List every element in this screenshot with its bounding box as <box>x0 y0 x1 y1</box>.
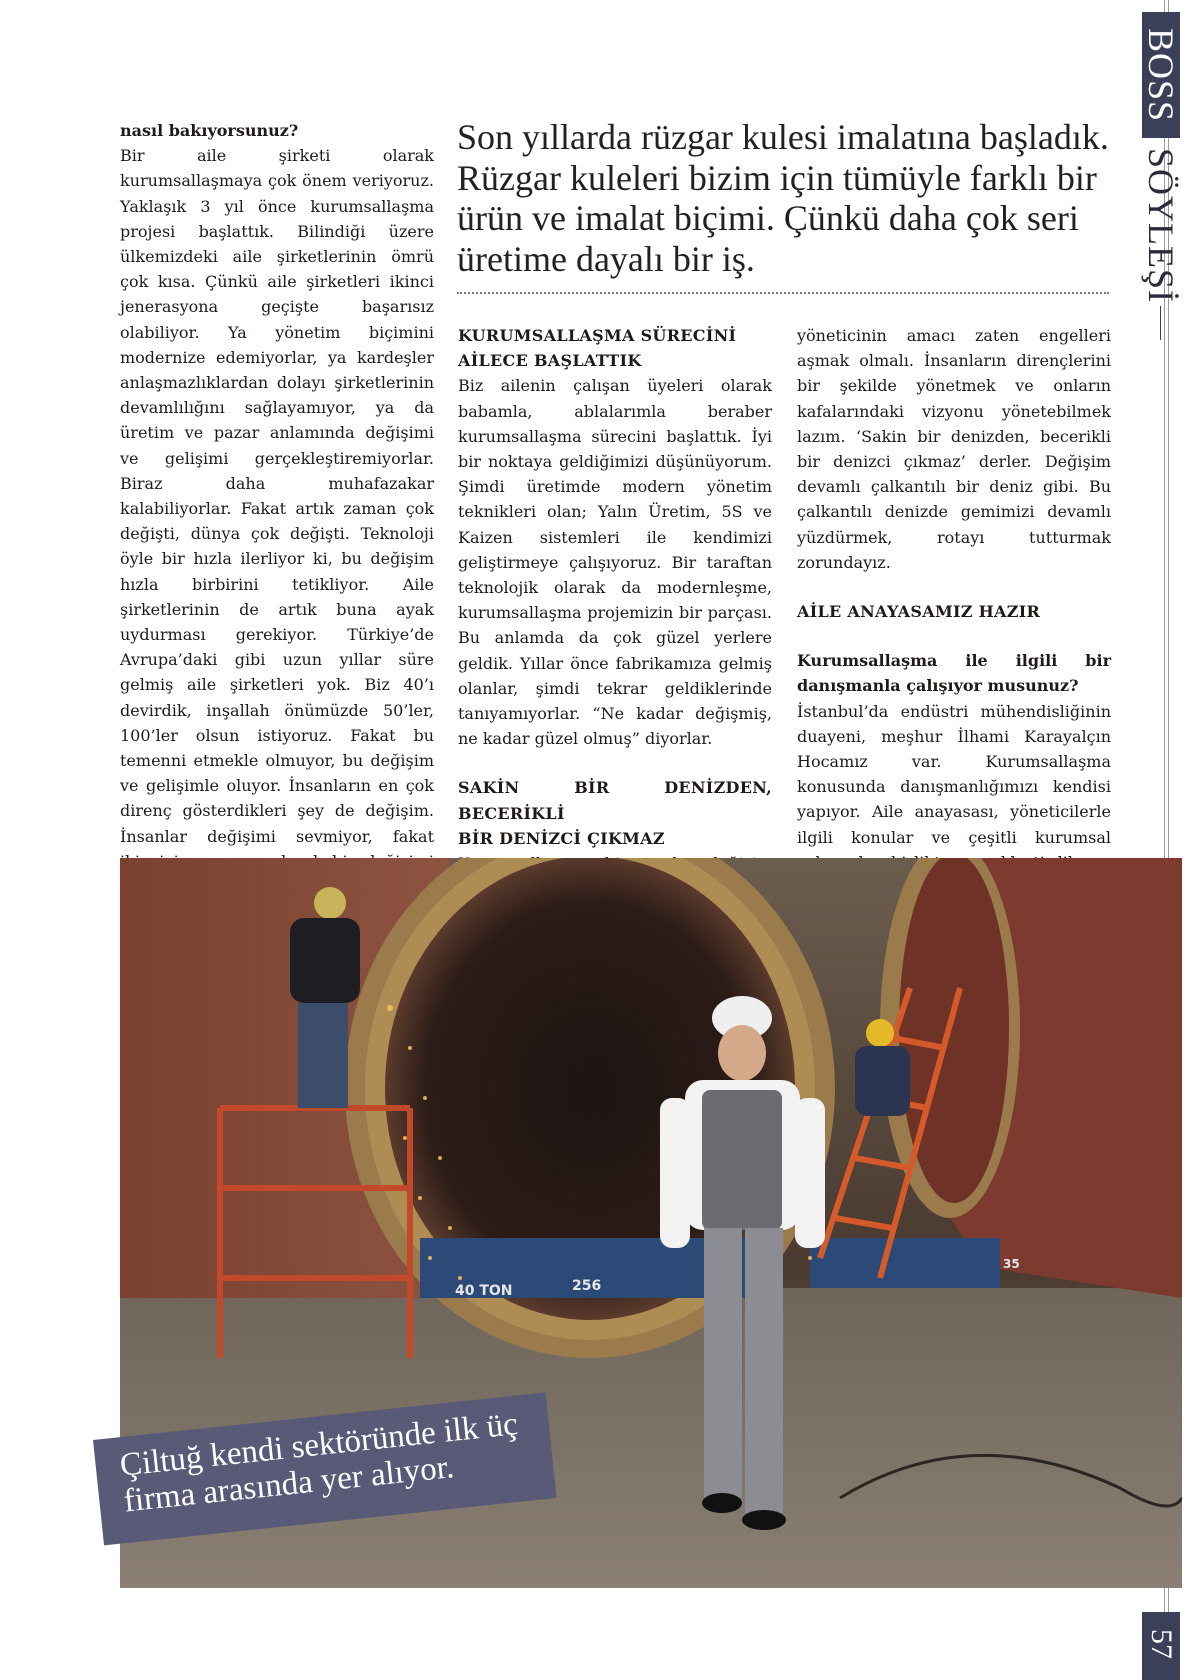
article-column-1 <box>120 118 434 975</box>
pull-quote: Son yıllarda rüzgar kulesi imalatına başladık. Rüzgar kuleleri bizim için tümüyle farklı bir ürün ve imalat biçimi. Çünkü daha çok seri üretime dayalı bir iş. <box>457 117 1109 279</box>
brand-label: BOSS <box>1141 27 1181 123</box>
dotted-divider <box>457 292 1109 294</box>
page-number: 57 <box>1145 1629 1178 1659</box>
paragraph: Biz ailenin çalışan üyeleri olarak babamla, ablalarımla beraber kurumsallaşma sürecini başlattık. İyi bir noktaya geldiğimizi düşünüyorum. Şimdi üretimde modern yönetim teknikleri olan; Yalın Üretim, 5S ve Kaizen sistemleri ile kendimizi geliştirmeye çalışıyoruz. Bir taraftan teknolojik olarak da modernleşme, kurumsallaşma projemizin bir parçası. Bu anlamda da çok güzel yerlere geldik. Yıllar önce fabrikamıza gelmiş olanlar, şimdi tekrar geldiklerinde tanıyamıyorlar. “Ne kadar değişmiş, ne kadar güzel olmuş” diyorlar. <box>458 376 772 749</box>
heading-line: KURUMSALLAŞMA SÜRECİNİ <box>458 326 737 345</box>
interview-answer: Bir aile şirketi olarak kurumsallaşmaya çok önem veriyoruz. Yaklaşık 3 yıl önce kurumsallaşma projesi başlattık. Bilindiği üzere ülkemizdeki aile şirketlerinin ömrü çok kısa. Çünkü aile şirketleri ikinci jenerasyona geçişte başarısız olabiliyor. Ya yönetim biçimini modernize edemiyorlar, ya kardeşler anlaşmazlıklardan dolayı şirketlerinin devamlılığını sağlayamıyor, ya da üretim ve pazar anlamında değişimi ve gelişimi gerçekleştiremiyorlar. Biraz daha muhafazakar kalabiliyorlar. Fakat artık zaman çok değişti, dünya çok değişti. Teknoloji öyle bir hızla ilerliyor ki, bu değişim hızla birbirini tetikliyor. Aile şirketlerinin de artık buna ayak uydurması gerekiyor. Türkiye’de Avrupa’daki gibi uzun yıllar süre gelmiş aile şirketleri yok. Biz 40’ı devirdik, inşallah önümüzde 50’ler, 100’ler olsun istiyoruz. Fakat bu temenni etmekle olmuyor, bu değişim ve gelişimle oluyor. İnsanların en çok direnç gösterdikleri şey de değişim. İnsanlar değişimi sevmiyor, fakat <box>120 146 434 846</box>
heading-line: AİLECE BAŞLATTIK <box>458 351 642 371</box>
crane-marking: 256 <box>572 1278 602 1294</box>
section-heading: AİLE ANAYASAMIZ HAZIR <box>797 602 1041 622</box>
heading-line: BİR DENİZCİ ÇIKMAZ <box>458 828 665 848</box>
crane-marking: 35 <box>1003 1257 1020 1271</box>
interview-question: nasıl bakıyorsunuz? <box>120 121 299 140</box>
crane-marking: 40 TON <box>455 1283 513 1299</box>
article-column-3 <box>797 323 1111 875</box>
photo-caption: Çiltuğ kendi sektöründe ilk üç firma arasında yer alıyor. <box>118 1406 520 1520</box>
interview-answer: İstanbul’da endüstri mühendisliğinin duayeni, meşhur İlhami Karayalçın Hocamız var. Kurumsallaşma konusunda danışmanlığımızı kendisi yapıyor. Aile anayasası, yöneticilerle ilgili konular ve çeşitli kurumsal <box>797 701 1111 847</box>
heading-line: SAKİN BİR DENİZDEN, BECERİKLİ <box>458 778 772 823</box>
interview-question: Kurumsallaşma ile ilgili bir danışmanla çalışıyor musunuz? <box>797 651 1111 696</box>
section-heading <box>458 775 772 851</box>
rail-separator <box>1160 306 1161 340</box>
section-label: SÖYLEŞİ <box>1141 148 1181 304</box>
section-heading <box>458 323 772 373</box>
paragraph: yöneticinin amacı zaten engelleri aşmak olmalı. İnsanların dirençlerini bir şekilde yönetmek ve onların kafalarındaki vizyonu yönetebilmek lazım. ‘Sakin bir denizden, becerikli bir denizci çıkmaz’ derler. Değişim devamlı çalkantılı bir deniz gibi. Bu çalkantılı denizde gemimizi devamlı yüzdürmek, rotayı tutturmak zorundayız. <box>797 326 1111 572</box>
